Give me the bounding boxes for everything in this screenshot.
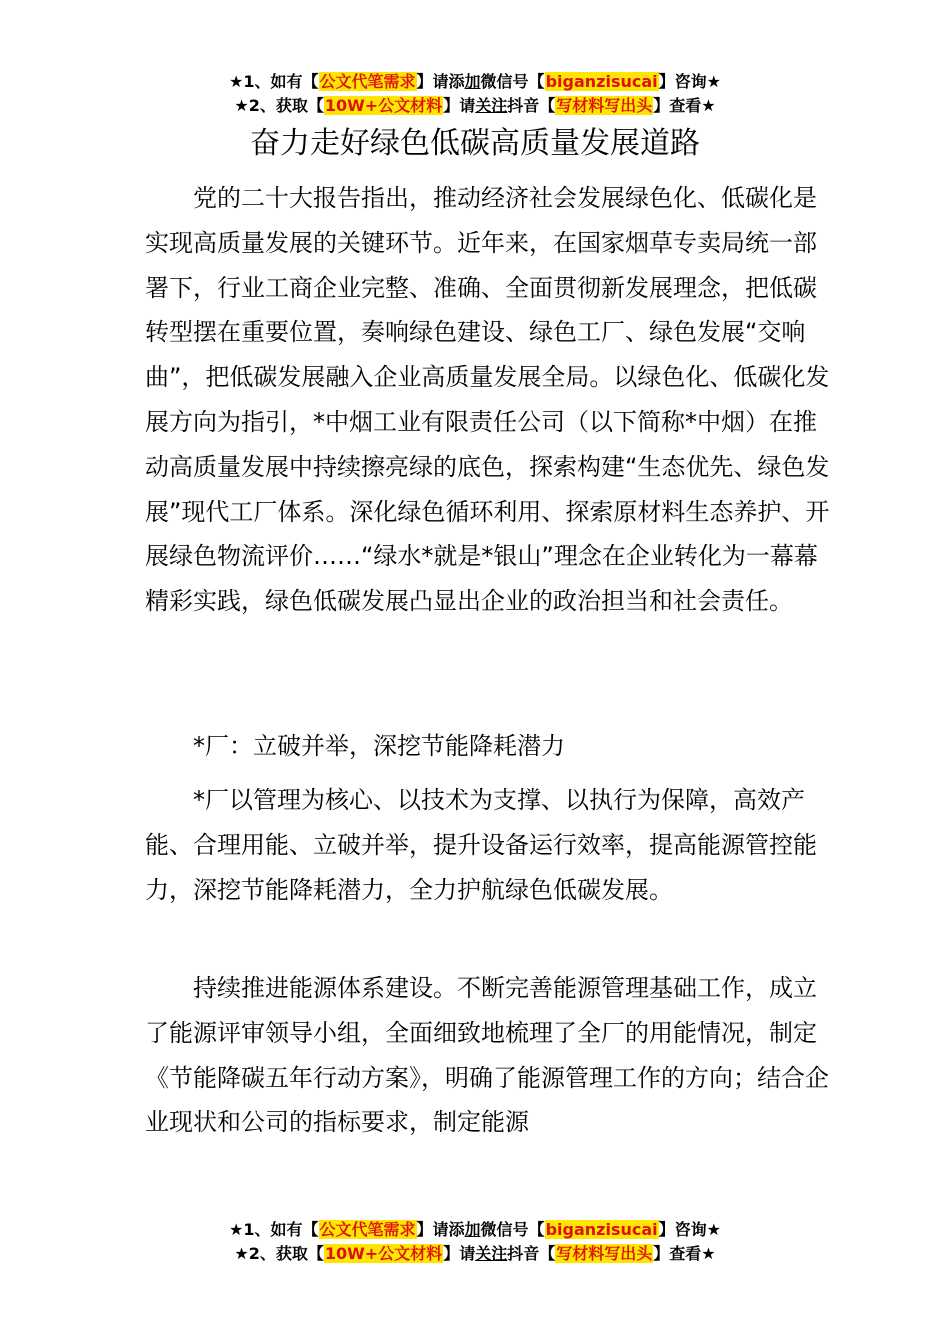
douyin-id: 写材料写出头 [556, 96, 653, 115]
banner-line-1 [0, 1218, 950, 1242]
banner-text: 】查看★ [653, 96, 716, 115]
highlight-text: 10W+公文材料 [324, 1244, 443, 1263]
underlined-text: 加 [464, 72, 481, 91]
section-heading: *厂：立破并举，深挖节能降耗潜力 [193, 732, 565, 760]
banner-text: 微信号【 [480, 1220, 545, 1239]
douyin-id: 写材料写出头 [556, 1244, 653, 1263]
banner-line-1 [0, 70, 950, 94]
header-banner [0, 70, 950, 118]
highlight-text: 公文代笔需求 [319, 72, 416, 91]
banner-text: 微信号【 [480, 72, 545, 91]
paragraph-block [145, 176, 830, 624]
banner-text: 抖音【 [507, 1244, 556, 1263]
banner-text: ★1、如有【 [229, 72, 319, 91]
banner-text: 】请添 [416, 72, 465, 91]
banner-text: 】查看★ [653, 1244, 716, 1263]
footer-banner [0, 1218, 950, 1266]
banner-text: ★1、如有【 [229, 1220, 319, 1239]
banner-text: ★2、获取【 [234, 1244, 324, 1263]
banner-text: ★2、获取【 [234, 96, 324, 115]
banner-text: 】请 [443, 1244, 476, 1263]
banner-text: 抖音【 [507, 96, 556, 115]
underlined-text: 加 [464, 1220, 481, 1239]
banner-text: 】咨询★ [658, 1220, 721, 1239]
paragraph-block [145, 966, 830, 1145]
body-paragraph: 持续推进能源体系建设。不断完善能源管理基础工作，成立了能源评审领导小组，全面细致地梳理了全厂的用能情况，制定《节能降碳五年行动方案》，明确了能源管理工作的方向；结合企业现状和公司的指标要求，制定能源 [145, 974, 829, 1137]
body-paragraph: 党的二十大报告指出，推动经济社会发展绿色化、低碳化是实现高质量发展的关键环节。近年来，在国家烟草专卖局统一部署下，行业工商企业完整、准确、全面贯彻新发展理念，把低碳转型摆在重要位置，奏响绿色建设、绿色工厂、绿色发展“交响曲”，把低碳发展融入企业高质量发展全局。以绿色化、低碳化发展方向为指引，*中烟工业有限责任公司（以下简称*中烟）在推动高质量发展中持续擦亮绿的底色，探索构建“生态优先、绿色发展”现代工厂体系。深化绿色循环利用、探索原材料生态养护、开展绿色物流评价……“绿水*就是*银山”理念在企业转化为一幕幕精彩实践，绿色低碳发展凸显出企业的政治担当和社会责任。 [145, 184, 830, 616]
banner-text: 】请 [443, 96, 476, 115]
wechat-id: biganzisucai [545, 72, 658, 91]
document-title: 奋力走好绿色低碳高质量发展道路 [250, 126, 700, 161]
banner-line-2 [0, 94, 950, 118]
banner-text: 】请添 [416, 1220, 465, 1239]
underlined-text: 关注 [475, 1244, 508, 1263]
banner-line-2 [0, 1242, 950, 1266]
paragraph-block [145, 724, 830, 769]
highlight-text: 10W+公文材料 [324, 96, 443, 115]
paragraph-block [145, 778, 830, 912]
banner-text: 】咨询★ [658, 72, 721, 91]
highlight-text: 公文代笔需求 [319, 1220, 416, 1239]
body-paragraph: *厂以管理为核心、以技术为支撑、以执行为保障，高效产能、合理用能、立破并举，提升设备运行效率，提高能源管控能力，深挖节能降耗潜力，全力护航绿色低碳发展。 [145, 786, 817, 904]
wechat-id: biganzisucai [545, 1220, 658, 1239]
underlined-text: 关注 [475, 96, 508, 115]
